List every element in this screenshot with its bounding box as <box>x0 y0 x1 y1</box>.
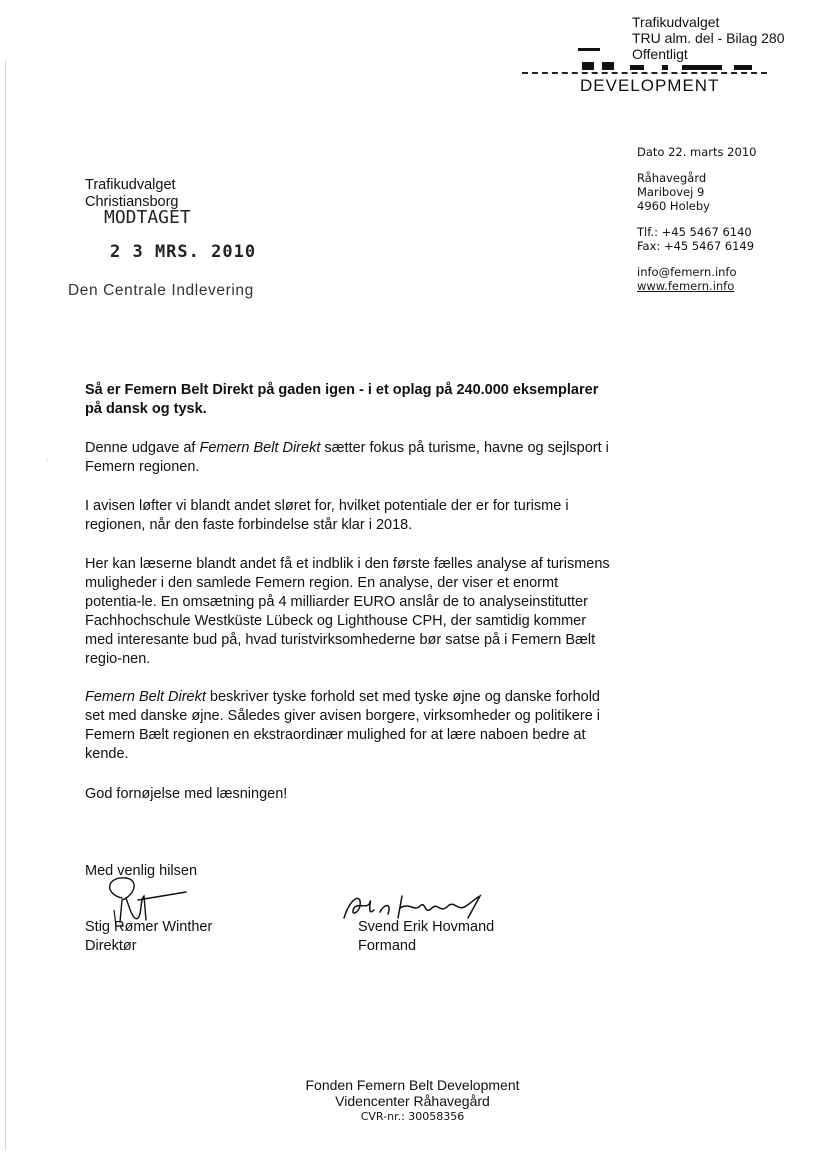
letter-paragraph-3: Her kan læserne blandt andet få et indblik i den første fælles analyse af turismens muligheder i den samlede Femern region. En analyse, der viser et enormt potentia-le. En omsætning på 4 milliarder EURO anslår de to analyseinstitutter Fachhochschule Westküste Lübeck og Lighthouse CPH, der samtidig kommer med interesante bud på, hvad turistvirksomhederne bør satse på i Femern Bælt regio-nen. <box>85 556 610 667</box>
letterhead-logo <box>522 62 767 76</box>
p1-lead: Denne udgave af <box>85 440 200 456</box>
logo-glyph <box>582 62 594 70</box>
letter-paragraph-4 <box>85 688 610 764</box>
logo-glyph <box>682 65 722 70</box>
logo-glyph <box>662 65 668 70</box>
p1-rest: sætter fokus på turisme, havne og sejlsport i Femern regionen. <box>85 440 609 475</box>
stamp-dash-mark <box>578 48 600 51</box>
recipient-line1: Trafikudvalget <box>85 177 176 193</box>
archive-stamp-committee: Trafikudvalget <box>632 14 720 30</box>
signatory-director-name: Stig Rømer Winther <box>85 919 213 935</box>
archive-stamp-reference: TRU alm. del - Bilag 280 <box>632 30 785 46</box>
sender-address-name: Råhavegård <box>637 171 707 185</box>
p4-rest: beskriver tyske forhold set med tyske øjne og danske forhold set med danske øjne. Således giver avisen borgere, virksomheder og politikere i Femern Bælt regionen en ekstraordinær mulighed for at lære naboen bedre at kende. <box>85 689 601 762</box>
signatory-director-title: Direktør <box>85 938 137 954</box>
letter-date: Dato 22. marts 2010 <box>637 145 757 159</box>
sender-fax: Fax: +45 5467 6149 <box>637 239 755 253</box>
sender-website-link[interactable]: www.femern.info <box>637 279 735 293</box>
sender-details <box>637 145 756 293</box>
footer-cvr: CVR-nr.: 30058356 <box>360 1110 465 1123</box>
sender-email: info@femern.info <box>637 265 737 279</box>
received-stamp-title: MODTAGET <box>104 207 191 228</box>
logo-glyph <box>630 65 644 70</box>
recipient-line2: Christiansborg <box>85 194 179 210</box>
publication-name: Femern Belt Direkt <box>85 689 206 705</box>
recipient-address <box>85 177 179 211</box>
signatory-director <box>85 918 212 956</box>
publication-name: Femern Belt Direkt <box>199 440 321 456</box>
received-stamp-date: 2 3 MRS. 2010 <box>110 242 257 262</box>
received-stamp-office: Den Centrale Indlevering <box>68 282 254 299</box>
letter-closing: Med venlig hilsen <box>85 863 198 879</box>
sender-phone: Tlf.: +45 5467 6140 <box>637 225 752 239</box>
archive-stamp-status: Offentligt <box>632 46 688 62</box>
received-stamp <box>104 208 256 262</box>
logo-development-text: DEVELOPMENT <box>580 76 720 95</box>
signatory-chairman-title: Formand <box>358 938 417 954</box>
signatory-chairman <box>358 918 494 956</box>
letter-paragraph-2: I avisen løfter vi blandt andet sløret for, hvilket potentiale der er for turisme i regionen, når den faste forbindelse står klar i 2018. <box>85 498 569 533</box>
logo-dashed-rule <box>522 72 767 74</box>
letter-footer <box>0 1077 825 1125</box>
footer-center: Videncenter Råhavegård <box>335 1093 490 1109</box>
scan-edge-line <box>5 60 6 1150</box>
letter-headline: Så er Femern Belt Direkt på gaden igen - i et oplag på 240.000 eksemplarer på dansk og tysk. <box>85 382 599 417</box>
letter-paragraph-1 <box>85 439 610 477</box>
archive-stamp <box>632 14 785 62</box>
scan-speck: ˙ <box>46 458 49 468</box>
logo-glyph <box>734 65 752 70</box>
footer-foundation: Fonden Femern Belt Development <box>305 1077 520 1093</box>
sender-city: 4960 Holeby <box>637 199 710 213</box>
sender-street: Maribovej 9 <box>637 185 705 199</box>
signatory-chairman-name: Svend Erik Hovmand <box>358 919 495 935</box>
logo-glyph <box>602 62 614 70</box>
letter-paragraph-5: God fornøjelse med læsningen! <box>85 786 288 802</box>
